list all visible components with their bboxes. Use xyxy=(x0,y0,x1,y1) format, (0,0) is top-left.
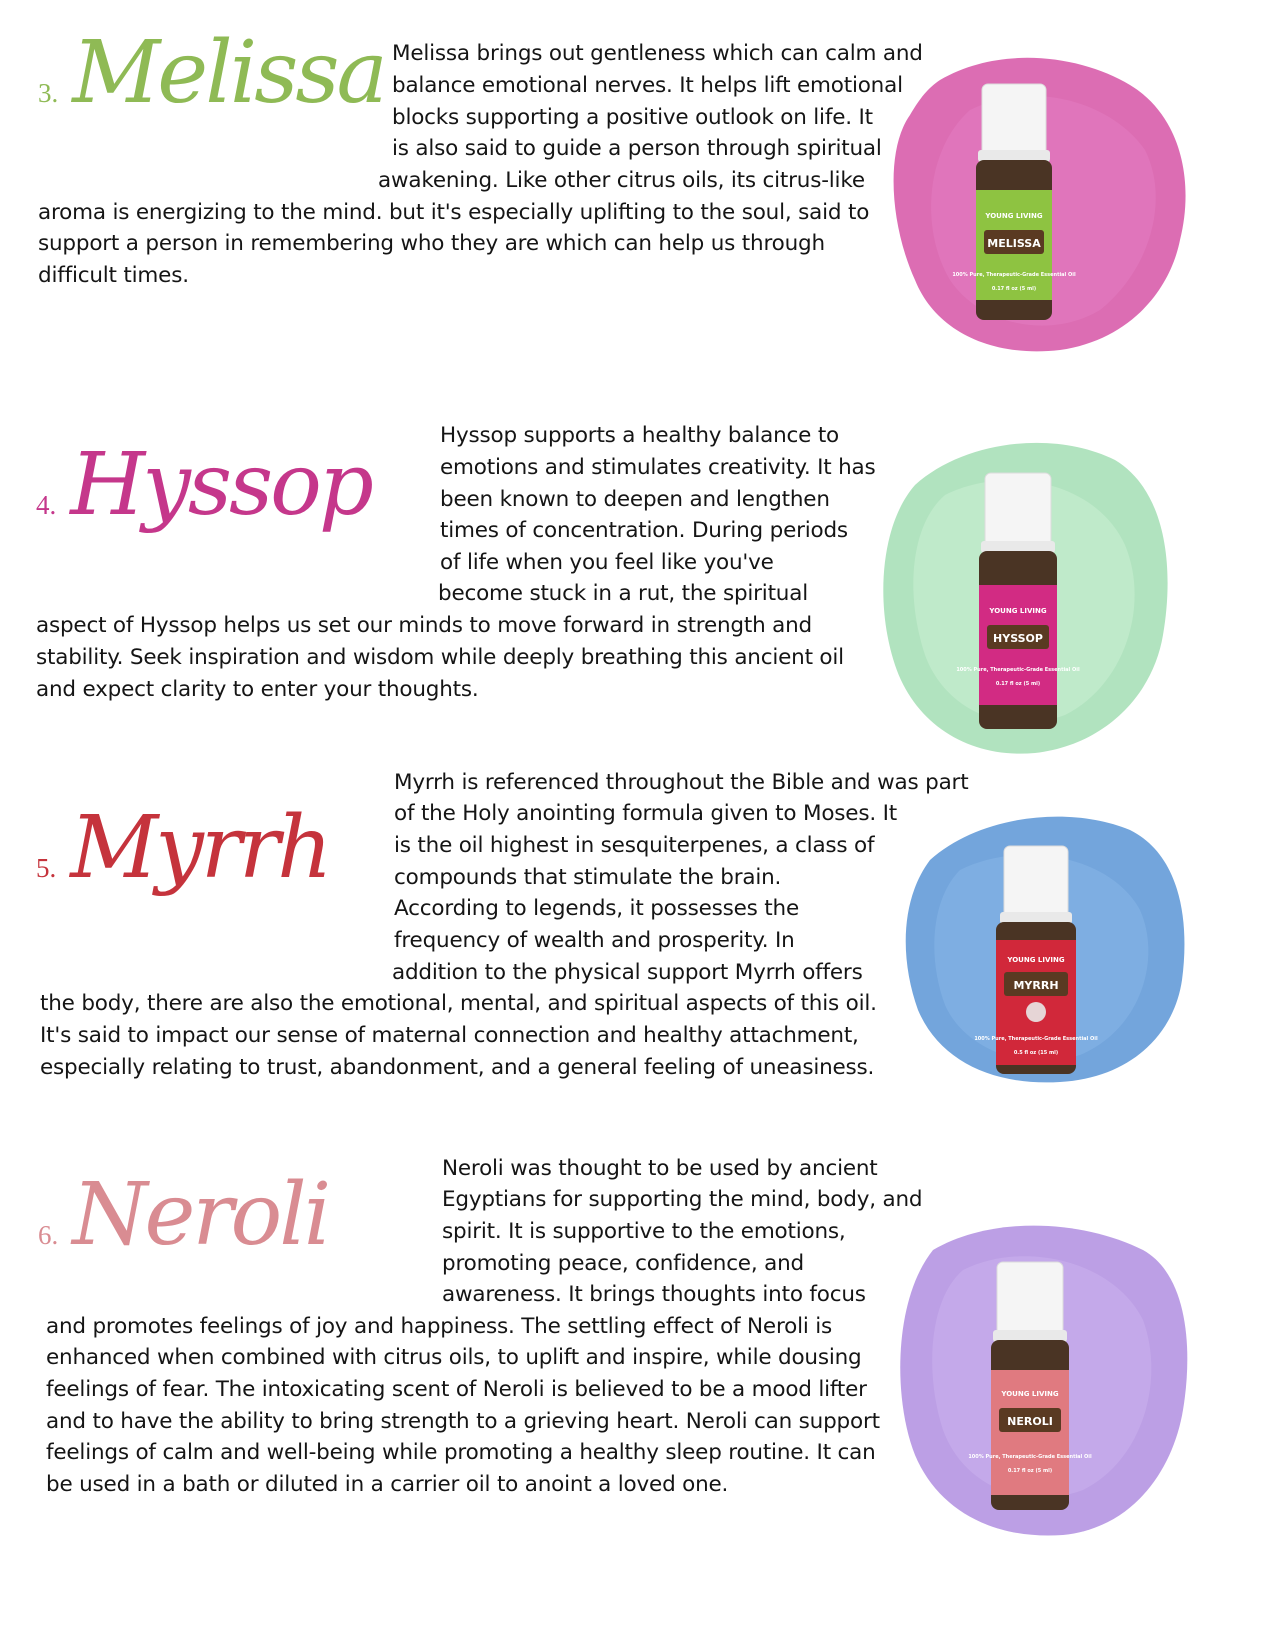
description-line: been known to deepen and lengthen xyxy=(440,487,830,512)
hyssop-bottle-illustration xyxy=(875,425,1175,760)
description-line: and expect clarity to enter your thoughts. xyxy=(36,677,479,702)
svg-text:100% Pure, Therapeutic-Grade E: 100% Pure, Therapeutic-Grade Essential Oil xyxy=(974,1036,1098,1042)
oil-number: 3. xyxy=(38,78,59,108)
svg-text:100% Pure, Therapeutic-Grade E: 100% Pure, Therapeutic-Grade Essential Oil xyxy=(952,272,1076,278)
svg-text:YOUNG LIVING: YOUNG LIVING xyxy=(989,607,1047,615)
description-line: difficult times. xyxy=(38,263,189,288)
bottle-cap xyxy=(997,1262,1063,1338)
description-line: the body, there are also the emotional, mental, and spiritual aspects of this oil. xyxy=(40,991,877,1016)
description-line: feelings of calm and well-being while promoting a healthy sleep routine. It can xyxy=(46,1440,876,1465)
description-line: and to have the ability to bring strength to a grieving heart. Neroli can support xyxy=(46,1409,880,1434)
bottle-cap xyxy=(1004,846,1068,920)
oil-section-melissa xyxy=(0,0,1275,360)
myrrh-bottle-illustration xyxy=(900,800,1190,1085)
oil-title: Myrrh xyxy=(70,798,330,898)
description-line: be used in a bath or diluted in a carrier oil to anoint a loved one. xyxy=(46,1472,729,1497)
description-line: Myrrh is referenced throughout the Bible and was part xyxy=(394,770,969,795)
description-line: is also said to guide a person through spiritual xyxy=(392,136,882,161)
description-line: addition to the physical support Myrrh offers xyxy=(392,960,863,985)
description-line: spirit. It is supportive to the emotions, xyxy=(442,1219,846,1244)
oil-heading xyxy=(38,23,385,123)
svg-text:0.17 fl oz (5 ml): 0.17 fl oz (5 ml) xyxy=(1007,1468,1053,1474)
description-line: of the Holy anointing formula given to Moses. It xyxy=(394,801,897,826)
description-line: Egyptians for supporting the mind, body, and xyxy=(442,1187,923,1212)
description-line: especially relating to trust, abandonment, and a general feeling of uneasiness. xyxy=(40,1055,875,1080)
melissa-bottle-illustration xyxy=(880,40,1200,360)
description-line: aspect of Hyssop helps us set our minds to move forward in strength and xyxy=(36,613,813,638)
description-line: awareness. It brings thoughts into focus xyxy=(442,1282,866,1307)
oil-section-myrrh xyxy=(0,760,1275,1100)
oil-title: Neroli xyxy=(72,1165,329,1265)
svg-text:YOUNG LIVING: YOUNG LIVING xyxy=(985,212,1043,220)
description-line: Hyssop supports a healthy balance to xyxy=(440,423,840,448)
description-line: promoting peace, confidence, and xyxy=(442,1251,804,1276)
oil-section-neroli xyxy=(0,1140,1275,1560)
svg-text:YOUNG LIVING: YOUNG LIVING xyxy=(1007,956,1065,964)
oil-section-hyssop xyxy=(0,400,1275,760)
oil-number: 4. xyxy=(36,490,57,520)
description-line: stability. Seek inspiration and wisdom while deeply breathing this ancient oil xyxy=(36,645,844,670)
bottle-label-text: HYSSOP xyxy=(993,632,1043,645)
oil-number: 5. xyxy=(36,853,57,883)
svg-text:100% Pure, Therapeutic-Grade E: 100% Pure, Therapeutic-Grade Essential Oil xyxy=(968,1454,1092,1460)
description-line: aroma is energizing to the mind. but it's especially uplifting to the soul, said to xyxy=(38,200,870,225)
svg-text:0.17 fl oz (5 ml): 0.17 fl oz (5 ml) xyxy=(995,681,1041,687)
neroli-bottle-illustration xyxy=(893,1210,1193,1540)
description-line: of life when you feel like you've xyxy=(440,550,774,575)
svg-text:100% Pure, Therapeutic-Grade E: 100% Pure, Therapeutic-Grade Essential Oil xyxy=(956,667,1080,673)
description-line: and promotes feelings of joy and happiness. The settling effect of Neroli is xyxy=(46,1314,833,1339)
svg-text:0.5 fl oz (15 ml): 0.5 fl oz (15 ml) xyxy=(1013,1050,1059,1056)
bottle-label-text: MYRRH xyxy=(1013,979,1059,992)
bottle-cap xyxy=(985,473,1051,549)
svg-text:0.17 fl oz (5 ml): 0.17 fl oz (5 ml) xyxy=(991,286,1037,292)
bottle-label-text: NEROLI xyxy=(1007,1415,1053,1428)
description-line: support a person in remembering who they are which can help us through xyxy=(38,231,825,256)
bottle-cap xyxy=(982,84,1046,158)
oil-number: 6. xyxy=(38,1220,59,1250)
bottle-label xyxy=(991,1370,1069,1495)
description-line: emotions and stimulates creativity. It has xyxy=(440,455,876,480)
description-line: It's said to impact our sense of maternal connection and healthy attachment, xyxy=(40,1023,859,1048)
description-line: blocks supporting a positive outlook on life. It xyxy=(392,105,873,130)
description-line: Neroli was thought to be used by ancient xyxy=(442,1156,878,1181)
oil-heading xyxy=(36,435,371,535)
bottle-label-text: MELISSA xyxy=(987,237,1041,250)
description-line: become stuck in a rut, the spiritual xyxy=(438,581,808,606)
description-line: enhanced when combined with citrus oils, to uplift and inspire, while dousing xyxy=(46,1345,862,1370)
description-line: is the oil highest in sesquiterpenes, a class of xyxy=(394,833,875,858)
description-line: frequency of wealth and prosperity. In xyxy=(394,928,795,953)
description-line: times of concentration. During periods xyxy=(440,518,848,543)
svg-text:YOUNG LIVING: YOUNG LIVING xyxy=(1001,1390,1059,1398)
oil-title: Melissa xyxy=(72,23,385,123)
oil-heading xyxy=(38,1165,329,1265)
description-line: awakening. Like other citrus oils, its citrus-like xyxy=(378,168,865,193)
description-line: feelings of fear. The intoxicating scent of Neroli is believed to be a mood lifter xyxy=(46,1377,867,1402)
description-line: According to legends, it possesses the xyxy=(394,896,799,921)
description-line: balance emotional nerves. It helps lift emotional xyxy=(392,73,903,98)
description-line: compounds that stimulate the brain. xyxy=(394,865,782,890)
oil-title: Hyssop xyxy=(70,435,371,535)
description-line: Melissa brings out gentleness which can calm and xyxy=(392,41,923,66)
oil-heading xyxy=(36,798,330,898)
